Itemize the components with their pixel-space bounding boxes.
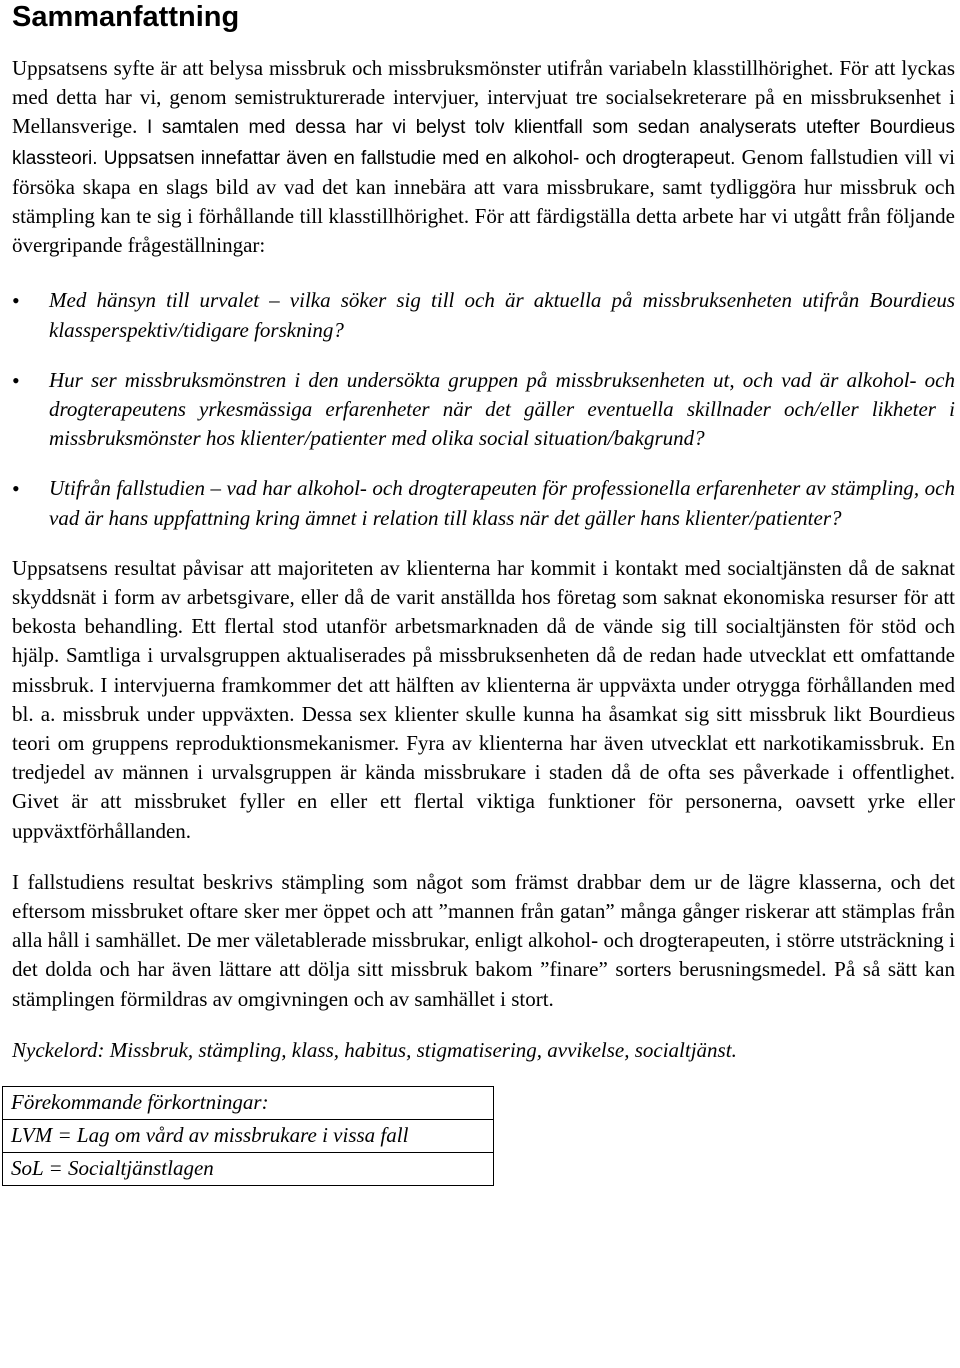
intro-sentence-4: För att färdigställa detta arbete har vi utgått från följande övergripande frågeställningar:: [12, 204, 955, 258]
bullet-icon: •: [12, 367, 20, 393]
abbreviation-sol: SoL = Socialtjänstlagen: [3, 1152, 494, 1185]
table-row: [3, 1152, 494, 1185]
abbreviations-heading: Förekommande förkortningar:: [3, 1086, 494, 1119]
results-paragraph: Uppsatsens resultat påvisar att majoriteten av klienterna har kommit i kontakt med socialtjänsten då de saknat skyddsnät i form av arbetsgivare, eller då de varit anställda hos företag som saknat ekonomiska resurser för att bekosta behandling. Ett flertal stod utanför arbetsmarknaden då de vände sig till socialtjänsten för stöd och hjälp. Samtliga i urvalsgruppen aktualiserades på missbruksenheten då de redan hade utvecklat ett omfattande missbruk. I intervjuerna framkommer det att hälften av klienterna är uppväxta under otrygga förhållanden med bl. a. missbruk under uppväxten. Dessa sex klienter skulle kunna ha åsamkat sig sitt missbruk likt Bourdieus teori om gruppens reproduktionsmekanismer. Fyra av klienterna har även utvecklat ett narkotikamissbruk. En tredjedel av männen i urvalsgruppen är kända missbrukare i staden då de ofta ses påverkade i offentlighet. Givet är att missbruket fyller en eller ett flertal viktiga funktioner för personerna, oavsett yrke eller uppväxtförhållanden.: [12, 555, 955, 843]
list-item: [12, 366, 955, 454]
abbreviations-table: [2, 1086, 494, 1186]
document-page: [12, 0, 955, 1186]
list-item: [12, 286, 955, 344]
question-text: Med hänsyn till urvalet – vilka söker sig till och är aktuella på missbruksenheten utifrån Bourdieus klassperspektiv/tidigare forskning?: [49, 288, 955, 342]
research-questions-list: [12, 286, 955, 532]
case-study-results-paragraph: I fallstudiens resultat beskrivs stämpling som något som främst drabbar dem ur de lägre klasserna, och det eftersom missbruket oftare sker mer öppet och att ”mannen från gatan” många gånger riskerar att stämplas från alla håll i samhället. De mer väletablerade missbrukar, enligt alkohol- och drogterapeuten, i större utsträckning i det dolda och har även lättare att dölja sitt missbruk bakom ”finare” sorters berusningsmedel. På så sätt kan stämplingen förmildras av omgivningen och av samhället i stort.: [12, 869, 955, 1011]
bullet-icon: •: [12, 476, 20, 502]
intro-paragraph: [12, 54, 955, 260]
intro-sentence-1: Uppsatsens syfte är att belysa missbruk och missbruksmönster utifrån variabeln klasstillhörighet. För att lyckas med detta har vi, genom semistrukturerade intervjuer, intervjuat tre socialsekreterare på en missbruksenhet i Mellansverige.: [12, 56, 955, 139]
question-text: Hur ser missbruksmönstren i den undersökta gruppen på missbruksenheten ut, och vad är alkohol- och drogterapeutens yrkesmässiga erfarenheter när det gäller eventuella skillnader och/eller likheter i missbruksmönster hos klienter/patienter med olika social situation/bakgrund?: [49, 367, 955, 451]
keywords-line: Nyckelord: Missbruk, stämpling, klass, habitus, stigmatisering, avvikelse, socialtjänst.: [12, 1037, 737, 1062]
abbreviation-lvm: LVM = Lag om vård av missbrukare i vissa fall: [3, 1119, 494, 1152]
intro-sentence-3: Genom fallstudien vill vi försöka skapa en slags bild av vad det kan innebära att vara missbrukare, samt tydliggöra hur missbruk och stämpling kan te sig i förhållande till klasstillhörighet.: [12, 144, 956, 229]
list-item: [12, 474, 955, 532]
page-title: Sammanfattning: [12, 1, 240, 33]
question-text: Utifrån fallstudien – vad har alkohol- och drogterapeuten för professionella erfarenheter av stämpling, och vad är hans uppfattning kring ämnet i relation till klass när det gäller hans klienter/patienter?: [49, 476, 955, 530]
table-row: [3, 1119, 494, 1152]
table-row: [3, 1086, 494, 1119]
bullet-icon: •: [12, 288, 20, 314]
intro-sentence-2: I samtalen med dessa har vi belyst tolv klientfall som sedan analyserats utefter Bourdieus klassteori. Uppsatsen innefattar även en fallstudie med en alkohol- och drogterapeut.: [12, 117, 956, 169]
